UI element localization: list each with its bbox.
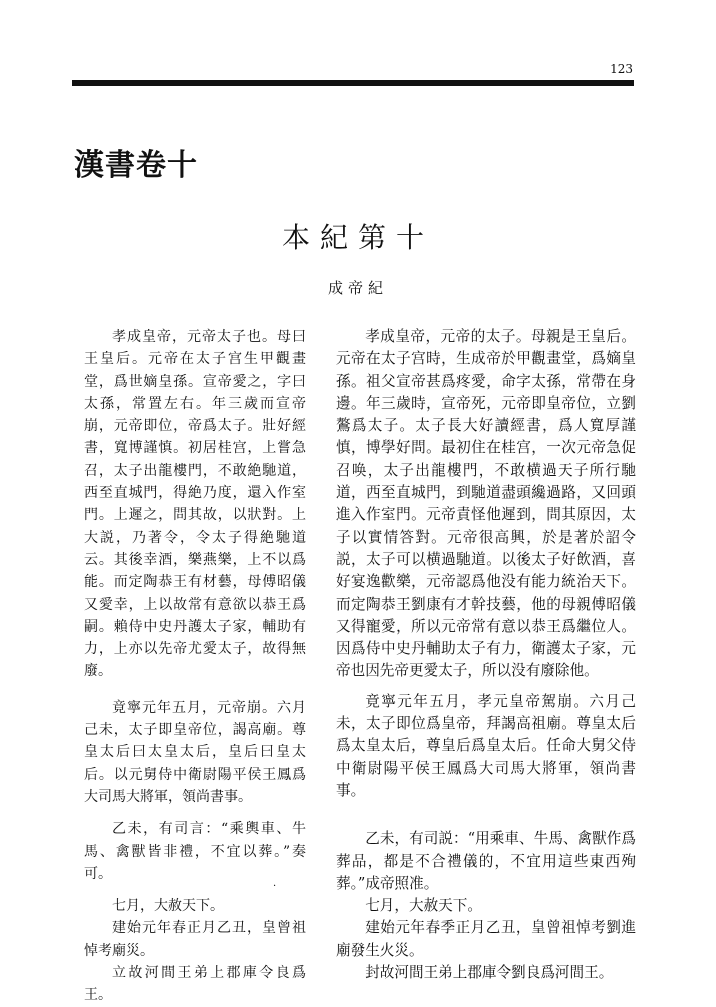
page-number: 123 — [610, 62, 633, 76]
classical-paragraph: 乙未，有司言：“乘輿車、牛馬、禽獸皆非禮，不宜以葬。”奏可。 — [84, 821, 306, 882]
classical-paragraph: 竟寧元年五月，元帝崩。六月己未，太子即皇帝位，謁高廟。尊皇太后曰太皇太后，皇后曰皇太后。以元舅侍中衛尉陽平侯王鳳爲大司馬大將軍，領尚書事。 — [84, 699, 306, 805]
translation-paragraph: 建始元年春季正月乙丑，皇曾祖悼考劉進廟發生火災。 — [336, 919, 636, 959]
section-title: 成帝紀 — [327, 279, 388, 297]
header-rule — [72, 80, 634, 86]
classical-paragraph: 孝成皇帝，元帝太子也。母曰王皇后。元帝在太子宫生甲觀畫堂，爲世嫡皇孫。宣帝愛之，字曰太孫，常置左右。年三歲而宣帝崩，元帝即位，帝爲太子。壯好經書，寬博謹慎。初居桂宫，上嘗急召，太子出龍樓門，不敢絶馳道，西至直城門，得絶乃度，還入作室門。上遲之，問其故，以狀對。上大説，乃著令，令太子得絶馳道云。其後幸酒，樂燕樂，上不以爲能。而定陶恭王有材藝，母傅昭儀又愛幸，上以故常有意欲以恭王爲嗣。賴侍中史丹護太子家，輔助有力，上亦以先帝尤愛太子，故得無廢。 — [84, 329, 306, 680]
translation-paragraph: 乙未，有司説：“用乘車、牛馬、禽獸作爲葬品，都是不合禮儀的，不宜用這些東西殉葬。”成帝照准。 — [336, 830, 636, 892]
translation-paragraph: 封故河間王弟上郡庫令劉良爲河間王。 — [365, 964, 614, 982]
classical-paragraph: 七月，大赦天下。 — [112, 898, 224, 915]
modern-translation-column — [336, 326, 636, 984]
classical-text-column — [84, 326, 306, 1007]
chapter-title: 本紀第十 — [281, 221, 434, 254]
translation-paragraph: 七月，大赦天下。 — [365, 897, 482, 915]
classical-paragraph: 立故河間王弟上郡庫令良爲王。 — [84, 965, 306, 1004]
classical-paragraph: 建始元年春正月乙丑，皇曾祖悼考廟災。 — [84, 920, 306, 959]
translation-paragraph: 竟寧元年五月，孝元皇帝駕崩。六月己未，太子即位爲皇帝，拜謁高祖廟。尊皇太后爲太皇太后，尊皇后爲皇太后。任命大舅父侍中衛尉陽平侯王鳳爲大司馬大將軍，領尚書事。 — [336, 692, 636, 799]
translation-paragraph: 孝成皇帝，元帝的太子。母親是王皇后。元帝在太子宫時，生成帝於甲觀畫堂，爲嫡皇孫。祖父宣帝甚爲疼愛，命字太孫，常帶在身邊。年三歲時，宣帝死，元帝即皇帝位，立劉鷔爲太子。太子長大好讀經書，爲人寬厚謹慎，博學好問。最初住在桂宫，一次元帝急促召唤，太子出龍樓門，不敢横過天子所行馳道，西至直城門，到馳道盡頭纔過路，又回頭進入作室門。元帝責怪他遲到，問其原因，太子以實情答對。元帝很高興，於是著於詔令説，太子可以横過馳道。以後太子好飲酒，喜好宴逸歡樂，元帝認爲他没有能力統治天下。而定陶恭王劉康有才幹技藝，他的母親傅昭儀又得寵愛，所以元帝常有意以恭王爲繼位人。因爲侍中史丹輔助太子有力，衛護太子家，元帝也因先帝更愛太子，所以没有廢除他。 — [336, 328, 636, 680]
volume-title: 漢書卷十 — [74, 148, 198, 183]
print-speck: · — [273, 881, 277, 892]
